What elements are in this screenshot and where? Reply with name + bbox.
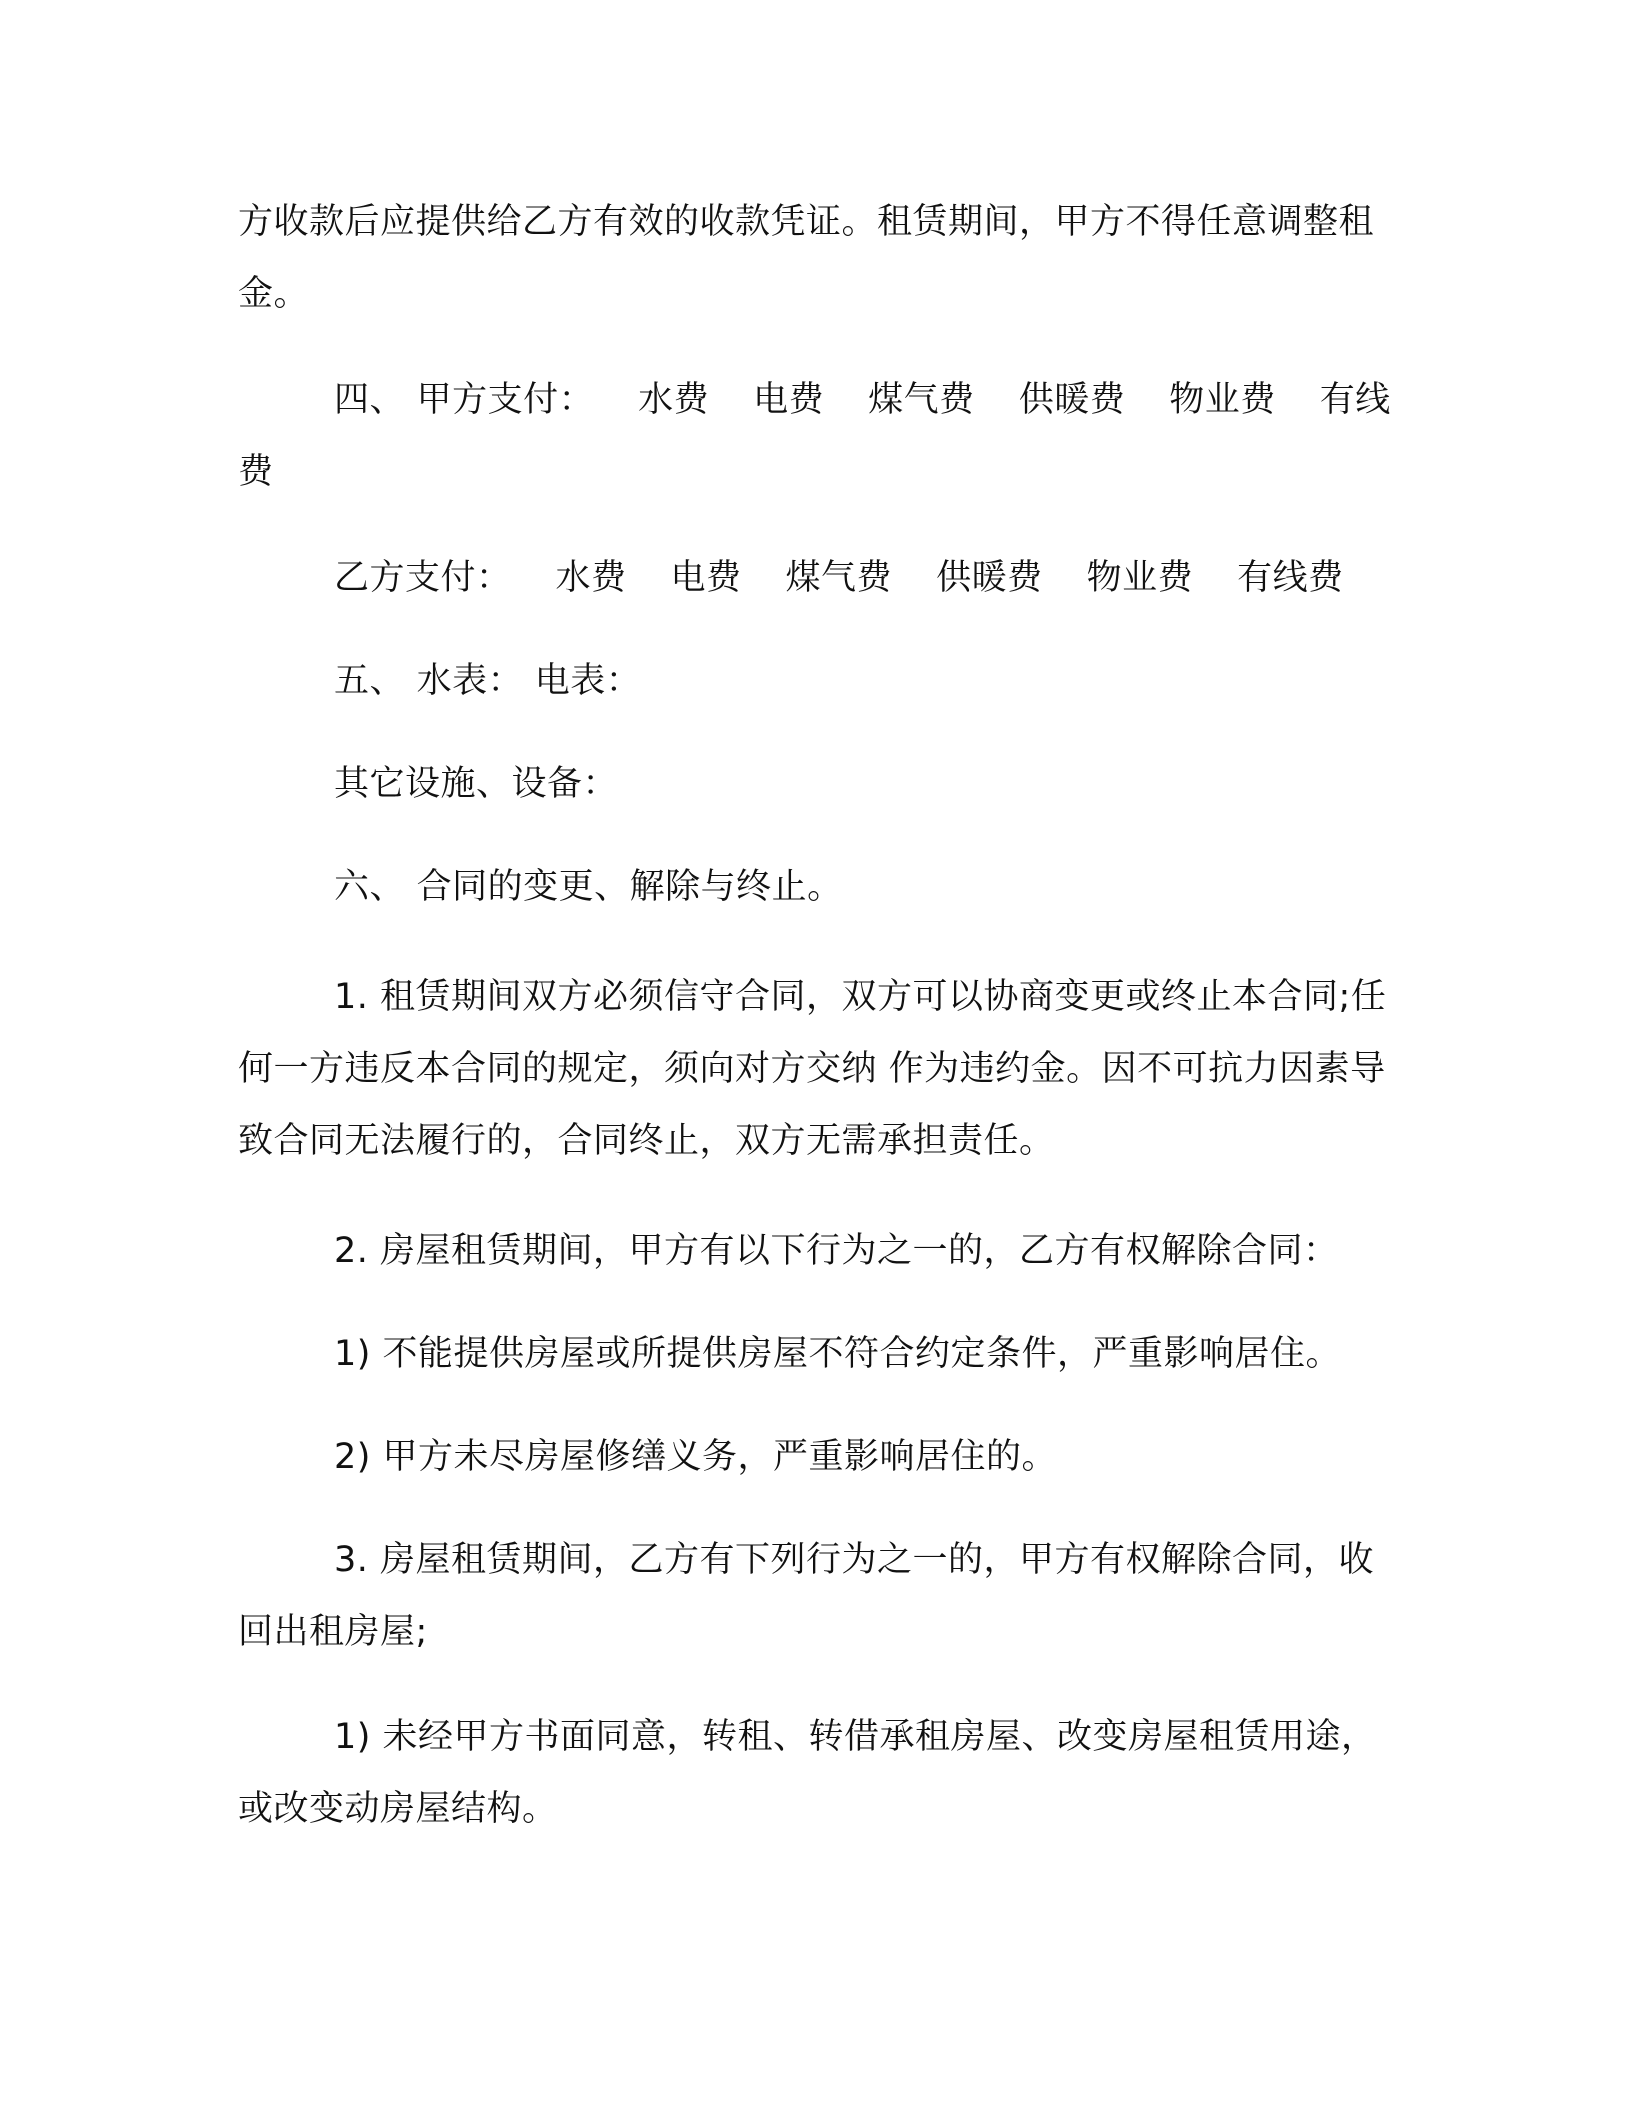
paragraph-party-a-payments (238, 364, 1403, 508)
fee-item: 水费 (555, 558, 627, 598)
clause-1-contract-observance: 1. 租赁期间双方必须信守合同，双方可以协商变更或终止本合同;任何一方违反本合同的规定，须向对方交纳 作为违约金。因不可抗力因素导致合同无法履行的，合同终止，双方无需承担责任。 (238, 977, 1387, 1161)
section-heading-contract-changes: 六、 合同的变更、解除与终止。 (334, 867, 843, 907)
clause-2-landlord-breach: 2. 房屋租赁期间，甲方有以下行为之一的，乙方有权解除合同： (334, 1231, 1339, 1271)
paragraph-other-facilities: 其它设施、设备： (334, 764, 619, 804)
party-b-payments-label: 乙方支付： (334, 558, 512, 598)
fee-item: 有线费 (238, 380, 1391, 492)
clause-2-item-1: 1) 不能提供房屋或所提供房屋不符合约定条件，严重影响居住。 (334, 1334, 1342, 1374)
paragraph-meters: 五、 水表： 电表： (334, 661, 642, 701)
party-a-payments-label: 四、 甲方支付： (334, 380, 595, 420)
paragraph-rent-receipt: 方收款后应提供给乙方有效的收款凭证。租赁期间，甲方不得任意调整租金。 (238, 202, 1375, 314)
fee-item: 电费 (753, 380, 825, 420)
fee-item: 水费 (638, 380, 710, 420)
fee-item: 供暖费 (1018, 380, 1126, 420)
fee-item: 煤气费 (868, 380, 975, 420)
fee-item: 煤气费 (785, 558, 893, 598)
clause-2-item-2: 2) 甲方未尽房屋修缮义务，严重影响居住的。 (334, 1437, 1058, 1477)
fee-item: 物业费 (1086, 558, 1194, 598)
fee-item: 物业费 (1169, 380, 1276, 420)
fee-item: 有线费 (1237, 558, 1344, 598)
clause-3-tenant-breach: 3. 房屋租赁期间，乙方有下列行为之一的，甲方有权解除合同，收回出租房屋; (238, 1540, 1375, 1652)
paragraph-party-b-payments (238, 542, 1403, 614)
clause-3-item-1: 1) 未经甲方书面同意，转租、转借承租房屋、改变房屋租赁用途，或改变动房屋结构。 (238, 1717, 1377, 1829)
fee-item: 电费 (670, 558, 742, 598)
fee-item: 供暖费 (936, 558, 1043, 598)
